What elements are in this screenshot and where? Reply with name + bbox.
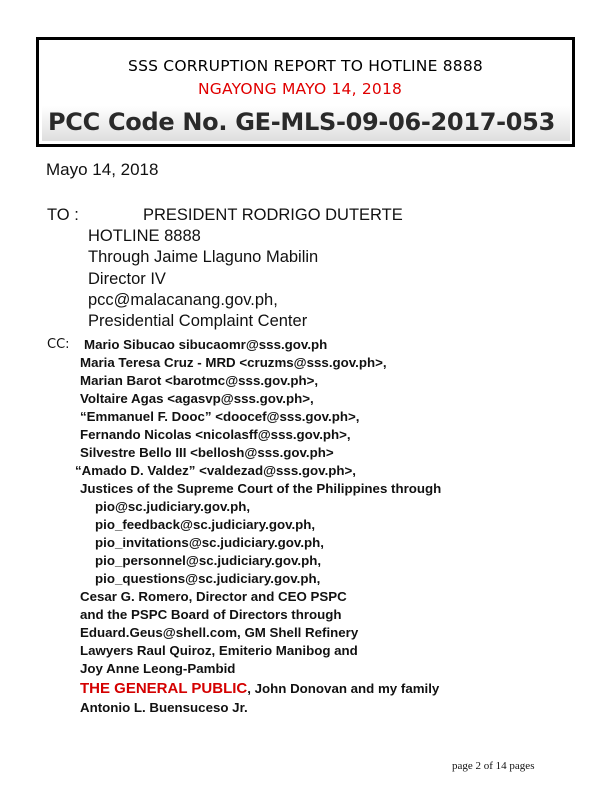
cc-line: Mario Sibucao sibucaomr@sss.gov.ph <box>84 337 328 352</box>
cc-line-general-public <box>80 680 439 697</box>
pcc-code-banner <box>42 106 570 141</box>
page-number: page 2 of 14 pages <box>452 760 535 772</box>
cc-line: “Amado D. Valdez” <valdezad@sss.gov.ph>, <box>75 463 356 478</box>
pcc-code: PCC Code No. GE-MLS-09-06-2017-053 <box>48 108 555 136</box>
cc-label: CC: <box>47 337 70 352</box>
cc-line: pio_personnel@sc.judiciary.gov.ph, <box>95 553 322 568</box>
cc-line: Justices of the Supreme Court of the Philippines through <box>80 481 442 496</box>
cc-line: Cesar G. Romero, Director and CEO PSPC <box>80 589 347 604</box>
cc-line: “Emmanuel F. Dooc” <doocef@sss.gov.ph>, <box>80 409 360 424</box>
report-date-line: NGAYONG MAYO 14, 2018 <box>198 80 403 98</box>
cc-line: Fernando Nicolas <nicolasff@sss.gov.ph>, <box>80 427 351 442</box>
to-label: TO : <box>47 206 79 224</box>
cc-line: Marian Barot <barotmc@sss.gov.ph>, <box>80 373 319 388</box>
to-line-director: Director IV <box>88 270 166 288</box>
cc-line: Eduard.Geus@shell.com, GM Shell Refinery <box>80 625 359 640</box>
cc-line: Joy Anne Leong-Pambid <box>80 661 236 676</box>
cc-line: Lawyers Raul Quiroz, Emiterio Manibog and <box>80 643 358 658</box>
to-line-through: Through Jaime Llaguno Mabilin <box>88 248 319 266</box>
to-line-president: PRESIDENT RODRIGO DUTERTE <box>143 206 403 224</box>
to-line-center: Presidential Complaint Center <box>88 312 308 330</box>
letter-date: Mayo 14, 2018 <box>46 160 159 179</box>
cc-line: Maria Teresa Cruz - MRD <cruzms@sss.gov.ph>, <box>80 355 387 370</box>
cc-line: Silvestre Bello III <bellosh@sss.gov.ph> <box>80 445 334 460</box>
general-public-highlight: THE GENERAL PUBLIC <box>80 680 248 697</box>
to-line-email: pcc@malacanang.gov.ph, <box>88 291 278 309</box>
cc-line: and the PSPC Board of Directors through <box>80 607 342 622</box>
cc-line: pio_invitations@sc.judiciary.gov.ph, <box>95 535 324 550</box>
report-title: SSS CORRUPTION REPORT TO HOTLINE 8888 <box>128 57 483 75</box>
cc-line-last: Antonio L. Buensuceso Jr. <box>80 700 248 715</box>
cc-line: pio@sc.judiciary.gov.ph, <box>95 499 251 514</box>
report-header-box <box>36 37 575 147</box>
cc-line: pio_feedback@sc.judiciary.gov.ph, <box>95 517 316 532</box>
to-line-hotline: HOTLINE 8888 <box>88 227 201 245</box>
cc-line: pio_questions@sc.judiciary.gov.ph, <box>95 571 321 586</box>
cc-line: Voltaire Agas <agasvp@sss.gov.ph>, <box>80 391 314 406</box>
general-public-rest: , John Donovan and my family <box>247 681 440 696</box>
